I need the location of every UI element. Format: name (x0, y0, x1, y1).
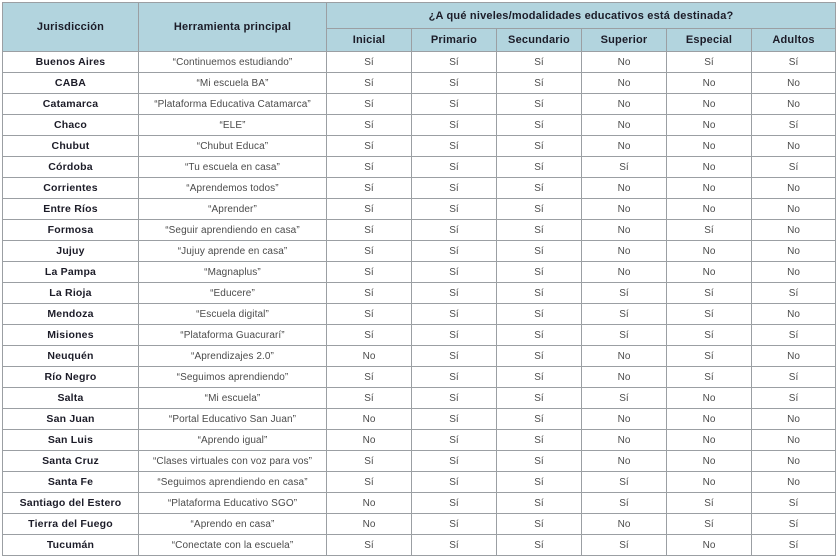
tool-cell: “Mi escuela BA” (139, 73, 327, 94)
level-adultos-cell: No (752, 346, 836, 367)
level-secundario-cell: Sí (497, 451, 582, 472)
tool-cell: “Mi escuela” (139, 388, 327, 409)
tool-cell: “Aprendizajes 2.0” (139, 346, 327, 367)
level-secundario-cell: Sí (497, 241, 582, 262)
level-primario-cell: Sí (412, 367, 497, 388)
level-secundario-cell: Sí (497, 535, 582, 556)
level-primario-cell: Sí (412, 304, 497, 325)
jurisdiction-cell: San Juan (3, 409, 139, 430)
level-secundario-cell: Sí (497, 493, 582, 514)
table-row (3, 451, 836, 472)
tool-cell: “Aprender” (139, 199, 327, 220)
level-secundario-cell: Sí (497, 136, 582, 157)
level-secundario-cell: Sí (497, 388, 582, 409)
jurisdiction-cell: Santa Fe (3, 472, 139, 493)
level-secundario-cell: Sí (497, 115, 582, 136)
level-primario-cell: Sí (412, 262, 497, 283)
jurisdiction-cell: Entre Ríos (3, 199, 139, 220)
level-adultos-cell: No (752, 241, 836, 262)
level-superior-cell: No (582, 115, 667, 136)
level-especial-cell: Sí (667, 346, 752, 367)
level-primario-cell: Sí (412, 157, 497, 178)
level-adultos-cell: No (752, 430, 836, 451)
table-row (3, 514, 836, 535)
level-superior-cell: Sí (582, 325, 667, 346)
header-row-group (3, 3, 836, 29)
jurisdiction-cell: Jujuy (3, 241, 139, 262)
tool-cell: “Educere” (139, 283, 327, 304)
level-inicial-cell: Sí (327, 178, 412, 199)
level-especial-cell: No (667, 73, 752, 94)
jurisdiction-cell: La Rioja (3, 283, 139, 304)
level-adultos-cell: Sí (752, 535, 836, 556)
level-especial-cell: No (667, 178, 752, 199)
level-especial-cell: No (667, 94, 752, 115)
table-body (3, 52, 836, 556)
tool-cell: “Seguimos aprendiendo en casa” (139, 472, 327, 493)
level-adultos-cell: No (752, 136, 836, 157)
level-especial-cell: Sí (667, 220, 752, 241)
level-especial-cell: No (667, 430, 752, 451)
level-primario-cell: Sí (412, 472, 497, 493)
jurisdiction-cell: CABA (3, 73, 139, 94)
level-especial-cell: Sí (667, 283, 752, 304)
level-superior-cell: No (582, 136, 667, 157)
level-secundario-cell: Sí (497, 157, 582, 178)
level-superior-cell: Sí (582, 157, 667, 178)
level-superior-cell: No (582, 94, 667, 115)
jurisdiction-cell: Neuquén (3, 346, 139, 367)
level-adultos-cell: No (752, 451, 836, 472)
level-inicial-cell: Sí (327, 73, 412, 94)
tool-cell: “Seguimos aprendiendo” (139, 367, 327, 388)
level-primario-cell: Sí (412, 325, 497, 346)
table-row (3, 157, 836, 178)
column-header-secundario: Secundario (497, 29, 582, 52)
level-inicial-cell: Sí (327, 472, 412, 493)
table-row (3, 325, 836, 346)
level-inicial-cell: No (327, 430, 412, 451)
level-adultos-cell: No (752, 262, 836, 283)
level-especial-cell: No (667, 262, 752, 283)
level-superior-cell: No (582, 52, 667, 73)
level-especial-cell: No (667, 451, 752, 472)
tool-cell: “Aprendo en casa” (139, 514, 327, 535)
level-superior-cell: No (582, 346, 667, 367)
jurisdiction-cell: Formosa (3, 220, 139, 241)
level-especial-cell: No (667, 199, 752, 220)
level-secundario-cell: Sí (497, 178, 582, 199)
level-secundario-cell: Sí (497, 346, 582, 367)
level-superior-cell: No (582, 367, 667, 388)
level-secundario-cell: Sí (497, 94, 582, 115)
table-row (3, 367, 836, 388)
level-especial-cell: No (667, 157, 752, 178)
jurisdiction-cell: Chubut (3, 136, 139, 157)
level-superior-cell: No (582, 262, 667, 283)
level-superior-cell: No (582, 241, 667, 262)
tool-cell: “Tu escuela en casa” (139, 157, 327, 178)
table-row (3, 94, 836, 115)
table-row (3, 136, 836, 157)
level-inicial-cell: Sí (327, 535, 412, 556)
level-secundario-cell: Sí (497, 325, 582, 346)
level-superior-cell: No (582, 514, 667, 535)
level-adultos-cell: Sí (752, 157, 836, 178)
level-especial-cell: Sí (667, 493, 752, 514)
level-secundario-cell: Sí (497, 52, 582, 73)
level-adultos-cell: Sí (752, 514, 836, 535)
level-adultos-cell: No (752, 409, 836, 430)
table-row (3, 283, 836, 304)
jurisdiction-cell: Mendoza (3, 304, 139, 325)
tool-cell: “Plataforma Guacurarí” (139, 325, 327, 346)
level-inicial-cell: No (327, 514, 412, 535)
level-inicial-cell: No (327, 346, 412, 367)
level-superior-cell: No (582, 451, 667, 472)
level-secundario-cell: Sí (497, 220, 582, 241)
table-row (3, 115, 836, 136)
level-adultos-cell: No (752, 73, 836, 94)
level-adultos-cell: Sí (752, 493, 836, 514)
tool-cell: “Conectate con la escuela” (139, 535, 327, 556)
level-secundario-cell: Sí (497, 472, 582, 493)
education-platforms-table (2, 2, 836, 556)
table-row (3, 388, 836, 409)
tool-cell: “Portal Educativo San Juan” (139, 409, 327, 430)
level-superior-cell: Sí (582, 472, 667, 493)
table-row (3, 178, 836, 199)
column-header-especial: Especial (667, 29, 752, 52)
table-row (3, 262, 836, 283)
level-superior-cell: No (582, 220, 667, 241)
level-secundario-cell: Sí (497, 367, 582, 388)
level-secundario-cell: Sí (497, 199, 582, 220)
table-row (3, 241, 836, 262)
level-adultos-cell: No (752, 220, 836, 241)
level-inicial-cell: Sí (327, 136, 412, 157)
level-superior-cell: No (582, 409, 667, 430)
level-inicial-cell: Sí (327, 115, 412, 136)
column-header-primario: Primario (412, 29, 497, 52)
level-especial-cell: No (667, 115, 752, 136)
level-primario-cell: Sí (412, 283, 497, 304)
level-adultos-cell: Sí (752, 367, 836, 388)
level-superior-cell: Sí (582, 283, 667, 304)
level-especial-cell: No (667, 472, 752, 493)
level-adultos-cell: No (752, 199, 836, 220)
level-adultos-cell: Sí (752, 325, 836, 346)
level-primario-cell: Sí (412, 52, 497, 73)
tool-cell: “Chubut Educa” (139, 136, 327, 157)
level-primario-cell: Sí (412, 241, 497, 262)
table-row (3, 304, 836, 325)
level-inicial-cell: Sí (327, 262, 412, 283)
level-secundario-cell: Sí (497, 430, 582, 451)
level-superior-cell: No (582, 178, 667, 199)
level-especial-cell: No (667, 136, 752, 157)
level-superior-cell: Sí (582, 388, 667, 409)
level-adultos-cell: Sí (752, 388, 836, 409)
column-group-header-niveles: ¿A qué niveles/modalidades educativos está destinada? (327, 3, 836, 29)
level-secundario-cell: Sí (497, 283, 582, 304)
column-header-superior: Superior (582, 29, 667, 52)
jurisdiction-cell: Chaco (3, 115, 139, 136)
tool-cell: “Escuela digital” (139, 304, 327, 325)
level-superior-cell: Sí (582, 304, 667, 325)
level-especial-cell: No (667, 241, 752, 262)
level-inicial-cell: Sí (327, 283, 412, 304)
jurisdiction-cell: Tucumán (3, 535, 139, 556)
table-row (3, 52, 836, 73)
level-especial-cell: Sí (667, 325, 752, 346)
tool-cell: “Plataforma Educativa Catamarca” (139, 94, 327, 115)
level-adultos-cell: No (752, 178, 836, 199)
tool-cell: “Plataforma Educativo SGO” (139, 493, 327, 514)
level-superior-cell: Sí (582, 493, 667, 514)
level-secundario-cell: Sí (497, 409, 582, 430)
jurisdiction-cell: Misiones (3, 325, 139, 346)
level-adultos-cell: No (752, 472, 836, 493)
table-row (3, 73, 836, 94)
jurisdiction-cell: Buenos Aires (3, 52, 139, 73)
level-primario-cell: Sí (412, 199, 497, 220)
level-primario-cell: Sí (412, 388, 497, 409)
level-especial-cell: No (667, 535, 752, 556)
jurisdiction-cell: Catamarca (3, 94, 139, 115)
level-primario-cell: Sí (412, 346, 497, 367)
jurisdiction-cell: La Pampa (3, 262, 139, 283)
jurisdiction-cell: Santiago del Estero (3, 493, 139, 514)
level-primario-cell: Sí (412, 115, 497, 136)
level-especial-cell: Sí (667, 367, 752, 388)
level-primario-cell: Sí (412, 94, 497, 115)
column-header-herramienta: Herramienta principal (139, 3, 327, 52)
level-especial-cell: No (667, 388, 752, 409)
level-superior-cell: Sí (582, 535, 667, 556)
jurisdiction-cell: San Luis (3, 430, 139, 451)
table-row (3, 493, 836, 514)
level-inicial-cell: Sí (327, 304, 412, 325)
jurisdiction-cell: Salta (3, 388, 139, 409)
table-row (3, 535, 836, 556)
tool-cell: “ELE” (139, 115, 327, 136)
level-inicial-cell: Sí (327, 367, 412, 388)
level-primario-cell: Sí (412, 73, 497, 94)
level-inicial-cell: Sí (327, 157, 412, 178)
level-superior-cell: No (582, 430, 667, 451)
table-row (3, 430, 836, 451)
level-primario-cell: Sí (412, 178, 497, 199)
level-especial-cell: No (667, 409, 752, 430)
table-row (3, 472, 836, 493)
level-inicial-cell: Sí (327, 94, 412, 115)
table-row (3, 220, 836, 241)
jurisdiction-cell: Río Negro (3, 367, 139, 388)
table-row (3, 346, 836, 367)
level-adultos-cell: No (752, 94, 836, 115)
tool-cell: “Jujuy aprende en casa” (139, 241, 327, 262)
level-inicial-cell: Sí (327, 388, 412, 409)
column-header-jurisdiccion: Jurisdicción (3, 3, 139, 52)
level-primario-cell: Sí (412, 451, 497, 472)
table-row (3, 409, 836, 430)
level-secundario-cell: Sí (497, 262, 582, 283)
level-primario-cell: Sí (412, 409, 497, 430)
level-primario-cell: Sí (412, 430, 497, 451)
level-primario-cell: Sí (412, 136, 497, 157)
tool-cell: “Aprendo igual” (139, 430, 327, 451)
table-header (3, 3, 836, 52)
level-secundario-cell: Sí (497, 73, 582, 94)
level-especial-cell: Sí (667, 304, 752, 325)
level-adultos-cell: Sí (752, 52, 836, 73)
level-primario-cell: Sí (412, 535, 497, 556)
jurisdiction-cell: Córdoba (3, 157, 139, 178)
level-inicial-cell: Sí (327, 220, 412, 241)
jurisdiction-cell: Tierra del Fuego (3, 514, 139, 535)
level-inicial-cell: Sí (327, 52, 412, 73)
jurisdiction-cell: Corrientes (3, 178, 139, 199)
level-inicial-cell: Sí (327, 199, 412, 220)
column-header-inicial: Inicial (327, 29, 412, 52)
level-superior-cell: No (582, 199, 667, 220)
tool-cell: “Seguir aprendiendo en casa” (139, 220, 327, 241)
level-adultos-cell: Sí (752, 283, 836, 304)
level-inicial-cell: No (327, 409, 412, 430)
level-adultos-cell: No (752, 304, 836, 325)
level-secundario-cell: Sí (497, 304, 582, 325)
level-especial-cell: Sí (667, 514, 752, 535)
tool-cell: “Magnaplus” (139, 262, 327, 283)
column-header-adultos: Adultos (752, 29, 836, 52)
tool-cell: “Clases virtuales con voz para vos” (139, 451, 327, 472)
level-especial-cell: Sí (667, 52, 752, 73)
level-inicial-cell: Sí (327, 241, 412, 262)
level-superior-cell: No (582, 73, 667, 94)
level-adultos-cell: Sí (752, 115, 836, 136)
level-primario-cell: Sí (412, 514, 497, 535)
tool-cell: “Aprendemos todos” (139, 178, 327, 199)
jurisdiction-cell: Santa Cruz (3, 451, 139, 472)
level-inicial-cell: Sí (327, 325, 412, 346)
level-inicial-cell: No (327, 493, 412, 514)
level-primario-cell: Sí (412, 493, 497, 514)
level-secundario-cell: Sí (497, 514, 582, 535)
tool-cell: “Continuemos estudiando” (139, 52, 327, 73)
table-row (3, 199, 836, 220)
level-inicial-cell: Sí (327, 451, 412, 472)
level-primario-cell: Sí (412, 220, 497, 241)
